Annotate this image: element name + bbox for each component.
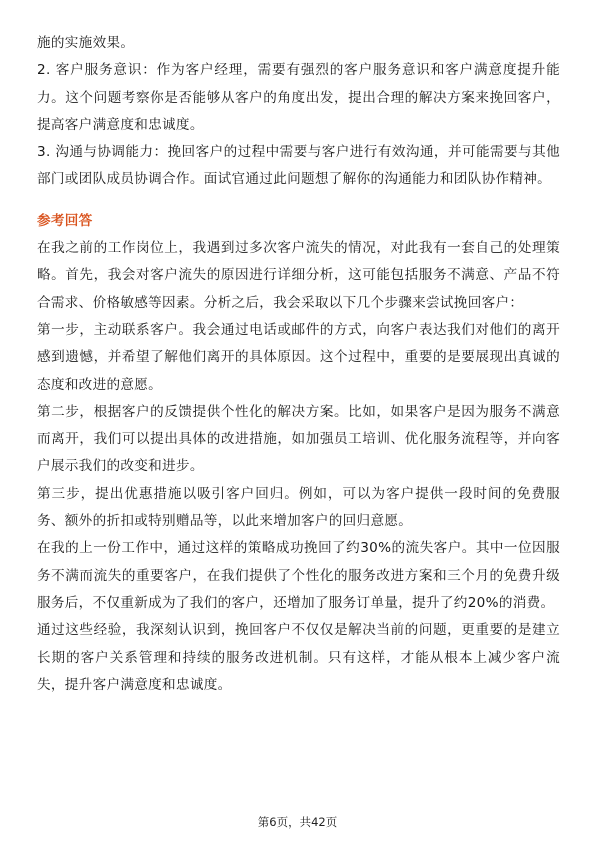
paragraph-continuation: 施的实施效果。 <box>37 35 135 51</box>
answer-paragraph-step3: 第三步，提出优惠措施以吸引客户回归。例如，可以为客户提供一段时间的免费服务、额外的折扣或特别赠品等，以此来增加客户的回归意愿。 <box>37 485 560 530</box>
paragraph-customer-service: 2. 客户服务意识：作为客户经理，需要有强烈的客户服务意识和客户满意度提升能力。这个问题考察你是否能够从客户的角度出发，提出合理的解决方案来挽回客户，提高客户满意度和忠诚度。 <box>37 62 560 133</box>
page-footer: 第6页，共42页 <box>257 815 338 829</box>
section-title: 参考回答 <box>37 212 93 229</box>
answer-paragraph-result: 在我的上一份工作中，通过这样的策略成功挽回了约30%的流失客户。其中一位因服务不满而流失的重要客户，在我们提供了个性化的服务改进方案和三个月的免费升级服务后，不仅重新成为了我们的客户，还增加了服务订单量，提升了约20%的消费。 <box>37 540 560 611</box>
page-content <box>37 30 560 699</box>
answer-paragraph-intro: 在我之前的工作岗位上，我遇到过多次客户流失的情况，对此我有一套自己的处理策略。首先，我会对客户流失的原因进行详细分析，这可能包括服务不满意、产品不符合需求、价格敏感等因素。分析之后，我会采取以下几个步骤来尝试挽回客户： <box>37 240 560 311</box>
answer-paragraph-step1: 第一步，主动联系客户。我会通过电话或邮件的方式，向客户表达我们对他们的离开感到遗憾，并希望了解他们离开的具体原因。这个过程中，重要的是要展现出真诚的态度和改进的意愿。 <box>37 321 560 393</box>
answer-paragraph-conclusion: 通过这些经验，我深刻认识到，挽回客户不仅仅是解决当前的问题，更重要的是建立长期的客户关系管理和持续的服务改进机制。只有这样，才能从根本上减少客户流失，提升客户满意度和忠诚度。 <box>37 622 560 693</box>
section-gap <box>37 194 560 208</box>
answer-paragraph-step2: 第二步，根据客户的反馈提供个性化的解决方案。比如，如果客户是因为服务不满意而离开，我们可以提出具体的改进措施，如加强员工培训、优化服务流程等，并向客户展示我们的改变和进步。 <box>37 403 560 475</box>
paragraph-communication: 3. 沟通与协调能力：挽回客户的过程中需要与客户进行有效沟通，并可能需要与其他部门或团队成员协调合作。面试官通过此问题想了解你的沟通能力和团队协作精神。 <box>37 144 560 188</box>
